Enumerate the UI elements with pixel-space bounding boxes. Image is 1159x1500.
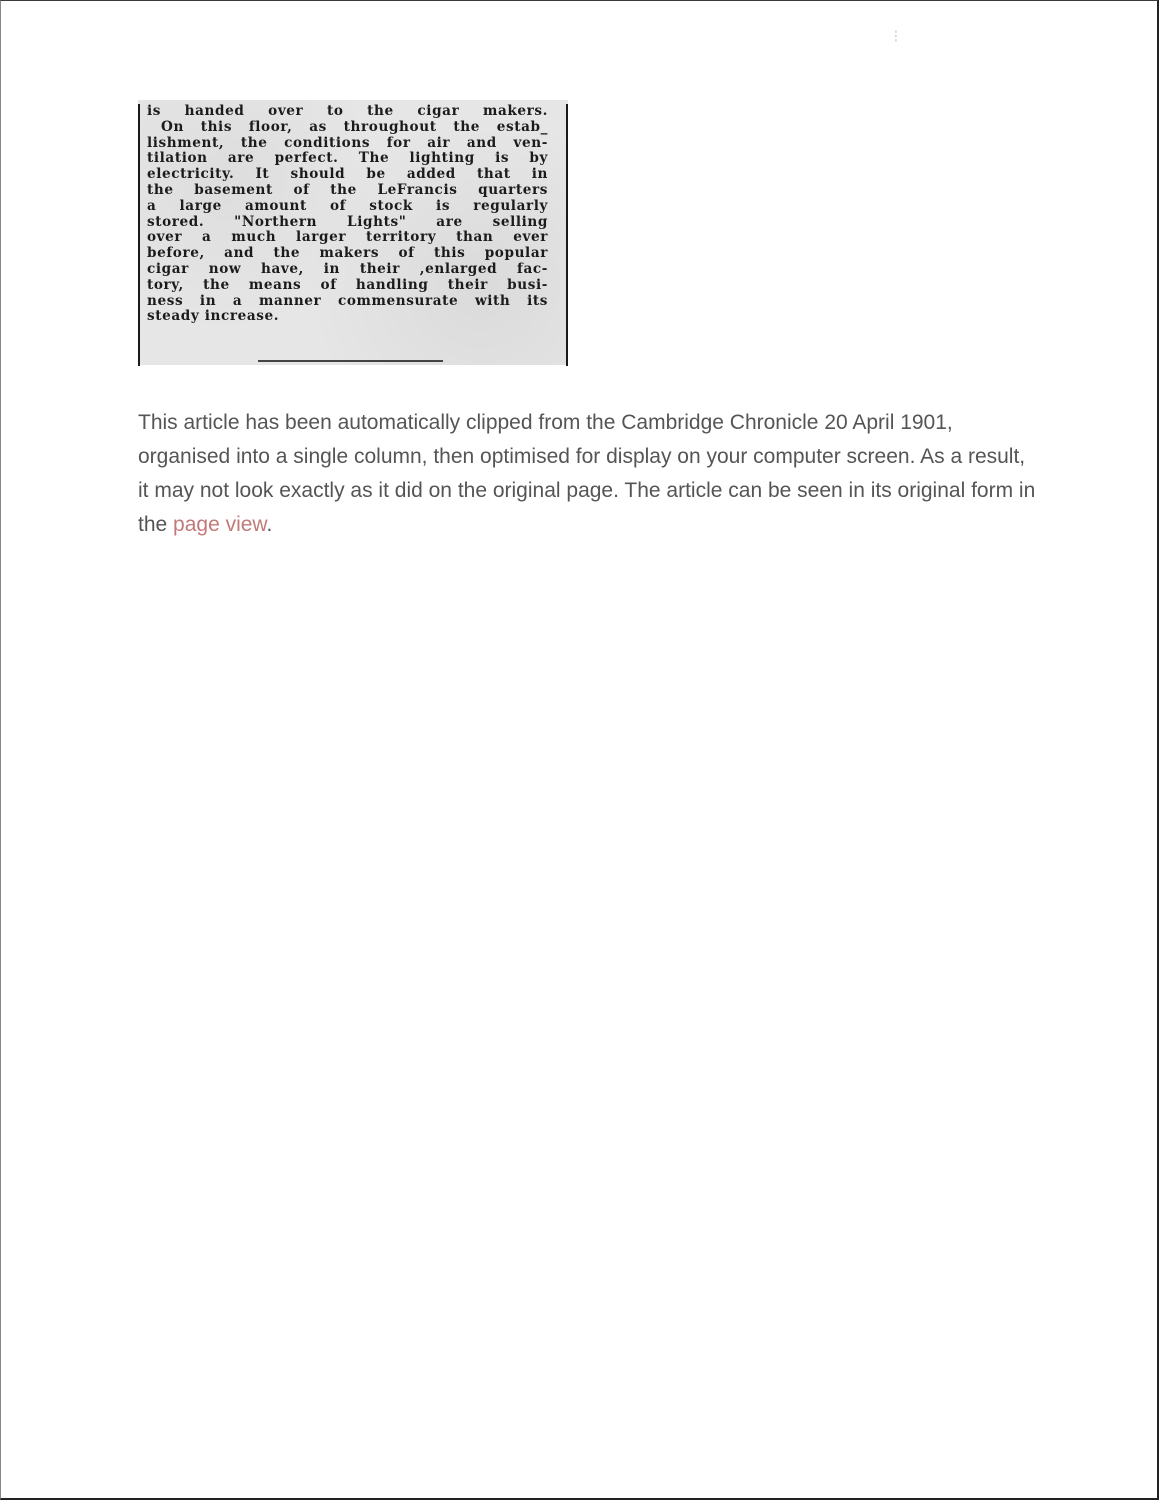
caption-text: This article has been automatically clipped from the Cambridge Chronicle 20 April 1901, organised into a single column, then optimised for display on your computer screen. As a result, it may not look exactly as it did on the original page. The article can be seen in its original form in the xyxy=(138,411,1036,536)
page-view-link[interactable]: page view xyxy=(173,513,267,536)
column-rule-right xyxy=(566,104,568,366)
clipping-line: tilation are perfect. The lighting is by xyxy=(147,150,548,167)
clipping-text xyxy=(147,104,548,325)
clipping-line: over a much larger territory than ever xyxy=(147,229,548,246)
scan-speck: ⁝ xyxy=(893,26,899,47)
article-end-rule xyxy=(258,360,443,362)
clipping-line: a large amount of stock is regularly xyxy=(147,197,548,214)
caption-text-end: . xyxy=(266,513,273,536)
clipping-line: ness in a manner commensurate with its xyxy=(147,292,548,309)
clipping-line: before, and the makers of this popular xyxy=(147,245,548,262)
clipping-line: lishment, the conditions for air and ven- xyxy=(147,134,548,151)
clipping-line: the basement of the LeFrancis quarters xyxy=(147,181,548,198)
clipping-line: On this floor, as throughout the estab_ xyxy=(161,118,548,135)
column-rule-left xyxy=(138,104,140,366)
clipping-line: is handed over to the cigar makers. xyxy=(147,103,548,119)
clipping-line: tory, the means of handling their busi- xyxy=(147,276,548,293)
newspaper-clipping xyxy=(138,100,568,365)
clipping-line: cigar now have, in their ,enlarged fac- xyxy=(147,260,548,277)
clipping-line: stored. "Northern Lights" are selling xyxy=(147,213,548,230)
clipping-caption xyxy=(138,406,1038,542)
clipping-line: electricity. It should be added that in xyxy=(147,166,548,183)
clipping-line: steady increase. xyxy=(147,308,280,325)
